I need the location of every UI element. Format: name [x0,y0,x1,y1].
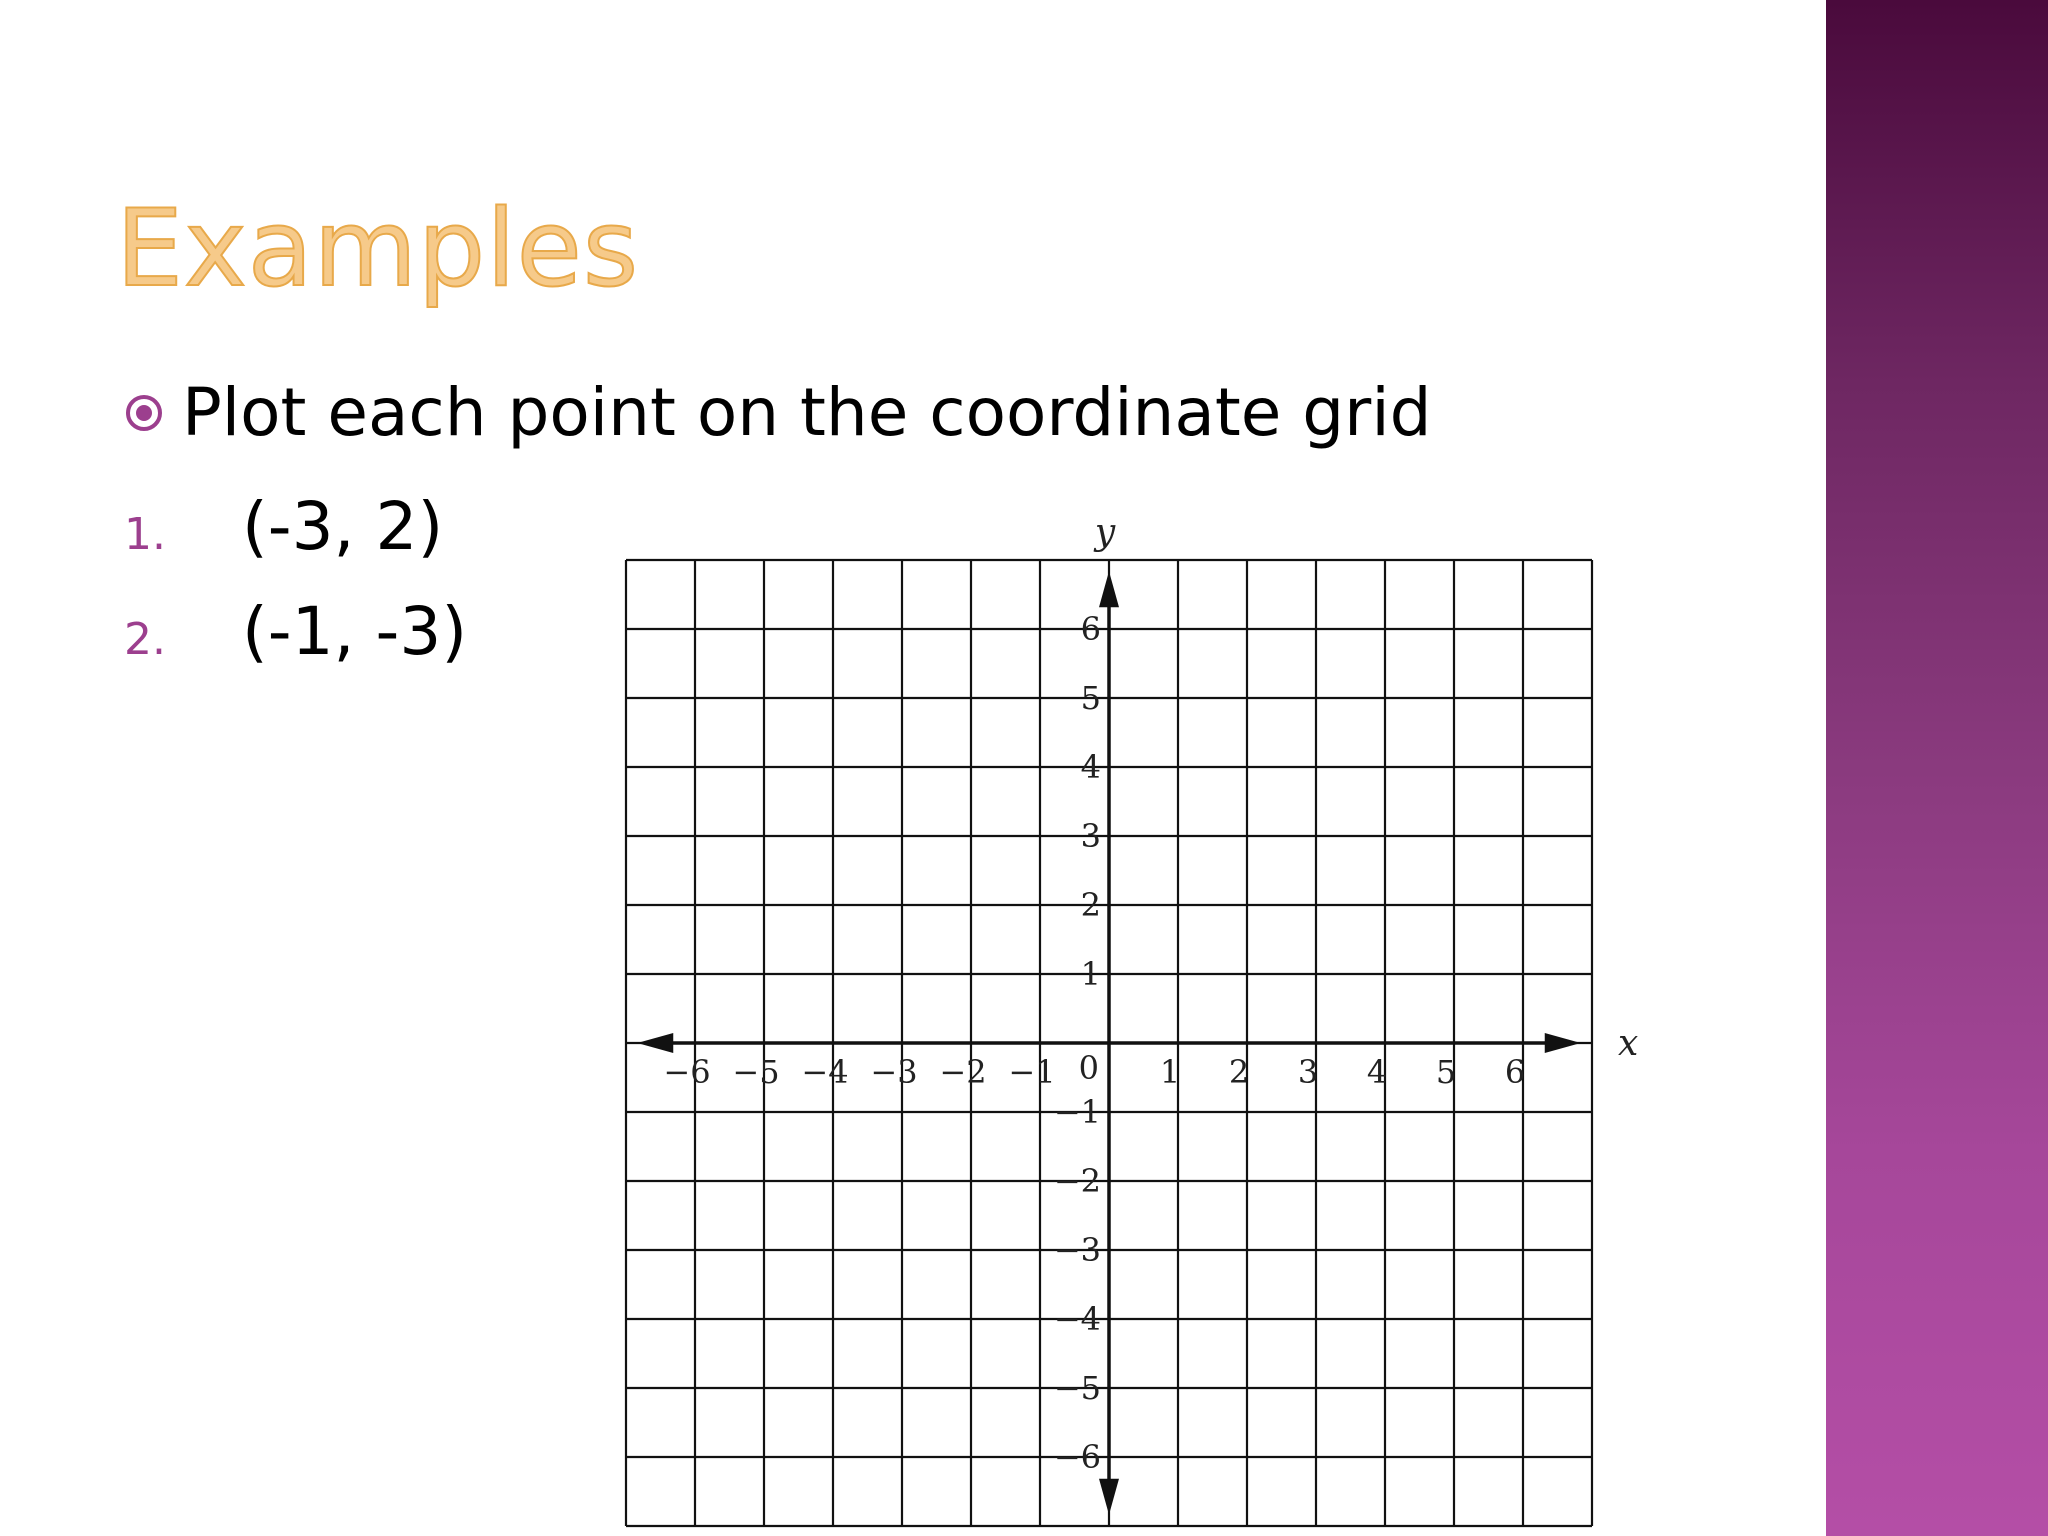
item-point: (-1, -3) [242,593,468,670]
x-axis-arrow-right-icon [1545,1033,1581,1053]
y-axis-label: y [1094,512,1116,553]
y-tick-label: −1 [1053,1093,1101,1131]
x-tick-label: −1 [1008,1053,1056,1091]
x-tick-label: 6 [1504,1053,1526,1091]
target-bullet-icon [124,393,164,433]
axes [637,571,1581,1515]
numbered-item-1 [124,488,443,565]
y-tick-label: −5 [1053,1369,1101,1407]
x-tick-label: −5 [732,1053,780,1091]
x-axis-arrow-left-icon [637,1033,673,1053]
item-number: 1. [124,509,166,560]
numbered-item-2 [124,593,467,670]
x-tick-label: 1 [1159,1053,1181,1091]
origin-label: 0 [1078,1049,1099,1087]
x-tick-label: −6 [663,1053,711,1091]
item-number: 2. [124,614,166,665]
y-axis-arrow-down-icon [1099,1479,1119,1515]
x-tick-label: −3 [870,1053,918,1091]
item-point: (-3, 2) [242,488,444,565]
y-tick-label: 4 [1080,748,1101,786]
slide-title: Examples [116,187,640,310]
bullet-point [124,374,1432,451]
y-tick-label: −4 [1053,1300,1101,1338]
y-tick-label: −6 [1053,1438,1101,1476]
x-tick-label: 5 [1435,1053,1457,1091]
y-tick-label: 1 [1080,955,1101,993]
x-tick-label: −4 [801,1053,849,1091]
x-tick-label: 4 [1366,1053,1388,1091]
y-tick-label: 3 [1080,817,1101,855]
decorative-side-band [1826,0,2048,1536]
x-tick-label: −2 [939,1053,987,1091]
y-tick-label: 5 [1080,679,1101,717]
y-tick-label: 6 [1080,610,1101,648]
y-axis-arrow-up-icon [1099,571,1119,607]
coordinate-grid [600,500,1660,1536]
bullet-text: Plot each point on the coordinate grid [182,374,1432,451]
x-axis-label: x [1618,1023,1639,1064]
y-tick-label: −3 [1053,1231,1101,1269]
x-tick-label: 2 [1228,1053,1250,1091]
x-tick-label: 3 [1297,1053,1319,1091]
y-tick-label: 2 [1080,886,1101,924]
y-tick-label: −2 [1053,1162,1101,1200]
